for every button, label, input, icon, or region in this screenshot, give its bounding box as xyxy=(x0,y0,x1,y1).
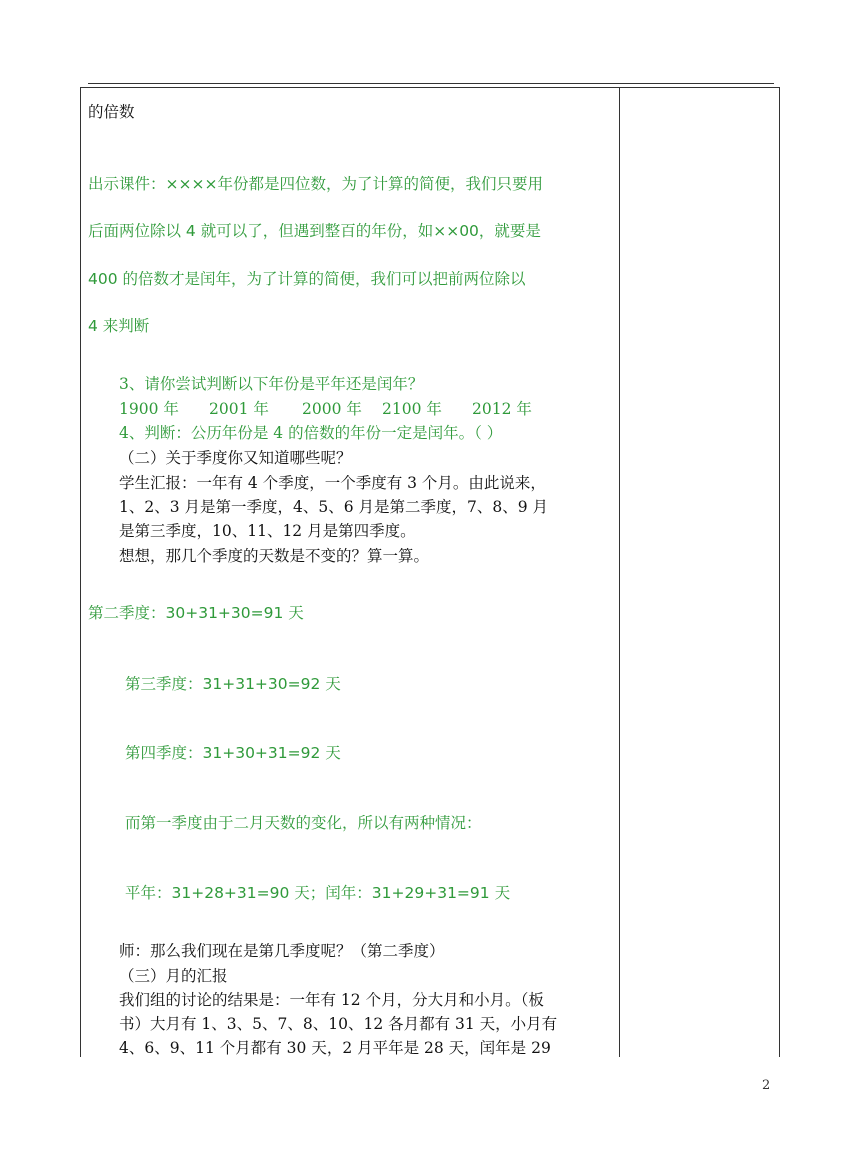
year-item: 1900 年 xyxy=(119,400,179,418)
section-heading: （二）关于季度你又知道哪些呢？ xyxy=(119,449,352,467)
text-line: 400 的倍数才是闰年，为了计算的简便，我们可以把前两位除以 xyxy=(88,270,526,288)
year-item: 2012 年 xyxy=(472,400,532,418)
text-line: 是第三季度，10、11、12 月是第四季度。 xyxy=(119,522,416,540)
text-line: 平年：31+28+31=90 天；闰年：31+29+31=91 天 xyxy=(125,884,511,902)
year-item: 2100 年 xyxy=(382,400,442,418)
text-line: 后面两位除以 4 就可以了，但遇到整百的年份，如××00，就要是 xyxy=(88,222,541,240)
page-number: 2 xyxy=(762,1078,771,1093)
text-line: 想想，那几个季度的天数是不变的？算一算。 xyxy=(119,547,430,565)
year-list xyxy=(119,399,532,419)
year-item: 2000 年 xyxy=(302,400,362,418)
text-line: 第二季度：30+31+30=91 天 xyxy=(88,604,304,622)
text-line: 我们组的讨论的结果是：一年有 12 个月，分大月和小月。（板 xyxy=(119,991,544,1009)
text-line: 书）大月有 1、3、5、7、8、10、12 各月都有 31 天，小月有 xyxy=(119,1015,558,1033)
text-line: 师：那么我们现在是第几季度呢？（第二季度） xyxy=(119,942,445,960)
year-item: 2001 年 xyxy=(209,400,269,418)
text-line: 而第一季度由于二月天数的变化，所以有两种情况： xyxy=(125,814,482,832)
text-line: 出示课件：××××年份都是四位数，为了计算的简便，我们只要用 xyxy=(88,175,543,193)
text-line: 4、判断：公历年份是 4 的倍数的年份一定是闰年。（ ） xyxy=(119,424,503,442)
section-heading: （三）月的汇报 xyxy=(119,967,228,985)
text-line: 4、6、9、11 个月都有 30 天，2 月平年是 28 天，闰年是 29 xyxy=(119,1039,551,1057)
text-line: 学生汇报：一年有 4 个季度，一个季度有 3 个月。由此说来， xyxy=(119,474,546,492)
text-line: 第四季度：31+30+31=92 天 xyxy=(125,744,341,762)
text-line: 的倍数 xyxy=(88,103,135,121)
table-column-divider xyxy=(619,87,620,1057)
text-line: 3、请你尝试判断以下年份是平年还是闰年？ xyxy=(119,375,424,393)
text-line: 第三季度：31+31+30=92 天 xyxy=(125,675,341,693)
header-rule xyxy=(88,83,774,84)
text-line: 4 来判断 xyxy=(88,317,150,335)
text-line: 1、2、3 月是第一季度，4、5、6 月是第二季度，7、8、9 月 xyxy=(119,498,549,516)
